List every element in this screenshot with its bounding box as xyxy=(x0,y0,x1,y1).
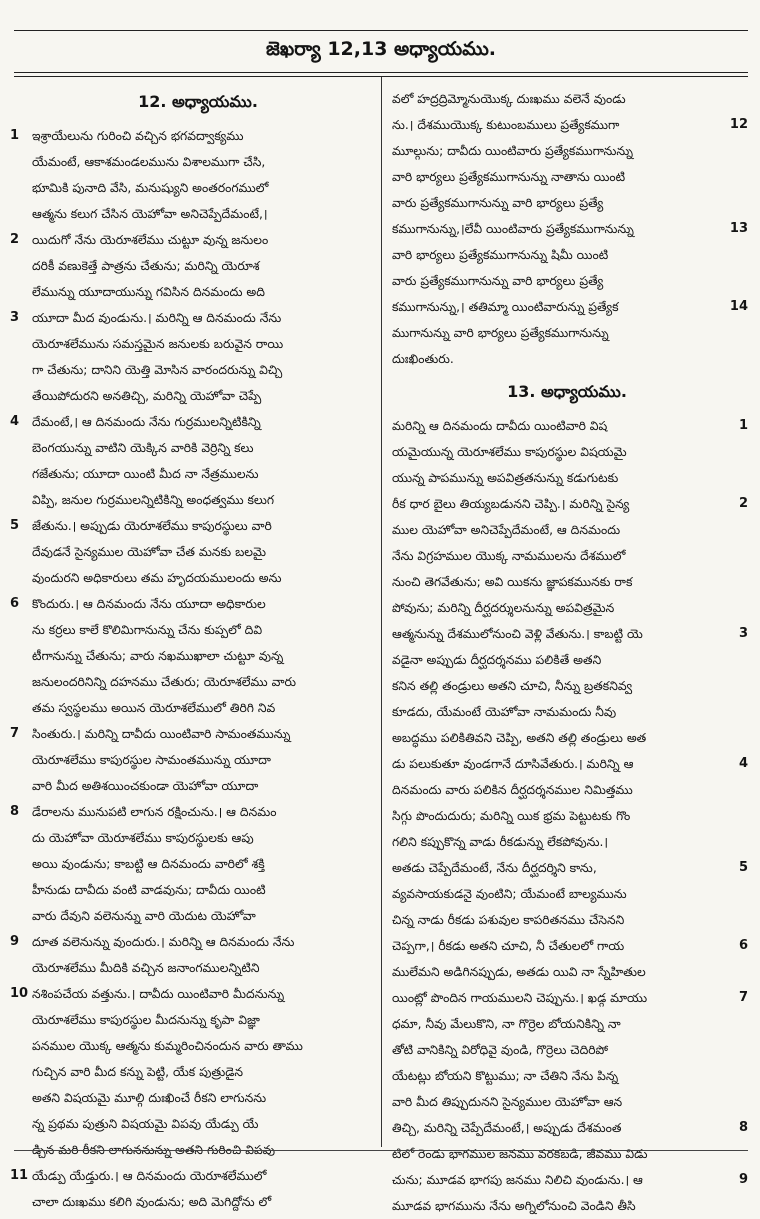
line-text: లేమున్ను యూదాయున్ను గవిసిన దినమందు అది xyxy=(32,285,265,299)
line-text: అబద్ధము పలికితివని చెప్పి, అతని తల్లి తండ్రులు అత xyxy=(392,731,647,745)
line-text: వారు ప్రత్యేకముగానున్ను వారి భార్యలు ప్రత్యే xyxy=(392,196,604,210)
line-text: నేను విగ్రహముల యొక్క నామములను దేశములో xyxy=(392,549,626,563)
text-line xyxy=(392,985,748,1011)
text-line xyxy=(22,149,374,175)
text-line xyxy=(392,1193,742,1219)
text-line xyxy=(392,346,742,372)
verse-number: 9 xyxy=(738,1172,748,1187)
verse-number: 1 xyxy=(10,128,20,143)
text-line xyxy=(22,1111,374,1137)
line-text: కూడదు, యేమంటే యెహోవా నామమందు నీవు xyxy=(392,705,617,719)
text-line xyxy=(22,279,374,305)
text-line xyxy=(392,465,742,491)
text-line xyxy=(392,1011,742,1037)
line-text: యూదా మీద వుండును.। మరిన్ని ఆ దినమందు నేను xyxy=(32,311,282,325)
line-text: పోవును; మరిన్ని దీర్ఘదర్శులనున్ను అపవిత్రమైన xyxy=(392,601,615,615)
line-text: విప్పి, జనుల గుర్రములన్నిటికిన్ని అంధత్వము కలుగ xyxy=(32,493,275,507)
text-line xyxy=(22,903,374,929)
line-text: డేరాలను మునుపటి లాగున రక్షించును.। ఆ దినమం xyxy=(32,805,277,819)
text-line xyxy=(392,803,742,829)
line-text: సింతురు.। మరిన్ని దావీదు యింటివారి సామంతమున్ను xyxy=(32,727,291,741)
line-text: యేడ్పు యేడ్తురు.। ఆ దినమందు యెరూశలేములో xyxy=(32,1169,267,1183)
line-text: మరిన్ని ఆ దినమందు దావీదు యింటివారి విష xyxy=(392,419,608,433)
text-line xyxy=(22,383,374,409)
line-text: వ్యవసాయకుడనై వుంటిని; యేమంటే బాల్యమును xyxy=(392,887,627,901)
line-text: ధమా, నీవు మేలుకొని, నా గొర్రెల బోయనికిన్ని నా xyxy=(392,1017,621,1031)
chapter-heading-12: 12. అధ్యాయము. xyxy=(138,92,258,111)
line-text: ముగానున్ను వారి భార్యలు ప్రత్యేకముగానున్ను xyxy=(392,326,609,340)
text-line xyxy=(392,1115,748,1141)
line-text: డు పలుకుతూ వుండగానే దూసివేతురు.। మరిన్ని ఆ xyxy=(392,757,634,771)
text-line xyxy=(392,294,748,320)
line-text: ఇశ్రాయేలును గురించి వచ్చిన భగవద్వాక్యము xyxy=(32,129,244,143)
line-text: కొందురు.। ఆ దినమందు నేను యూదా అధికారుల xyxy=(32,597,266,611)
text-line xyxy=(10,929,374,955)
verse-number: 3 xyxy=(10,310,20,325)
line-text: యమైయున్న యెరూశలేము కాపురస్థుల విషయమై xyxy=(392,445,627,459)
line-text: చును; మూడవ భాగపు జనము నిలిచి వుండును.। ఆ xyxy=(392,1173,643,1187)
right-column xyxy=(392,86,748,1213)
text-line xyxy=(10,1163,374,1189)
right-column-text-bottom xyxy=(392,413,748,1219)
text-line xyxy=(392,543,742,569)
text-line xyxy=(22,1085,374,1111)
text-line xyxy=(392,268,742,294)
text-line xyxy=(392,164,742,190)
verse-number: 4 xyxy=(738,756,748,771)
verse-number: 11 xyxy=(10,1168,29,1183)
text-line xyxy=(22,695,374,721)
line-text: దినమందు వారు పలికిన దీర్ఘదర్శనముల నిమిత్తము xyxy=(392,783,633,797)
line-text: యేమంటే, ఆకాశమండలమును విశాలముగా చేసి, xyxy=(32,155,266,169)
line-text: పనముల యొక్క ఆత్మను కుమ్మరించినందున వారు తాము xyxy=(32,1039,303,1053)
verse-number: 2 xyxy=(10,232,20,247)
text-line xyxy=(22,1189,374,1215)
text-line xyxy=(392,190,742,216)
line-text: ను కర్రలు కాలే కొలిమిగానున్ను చేను కుప్పలో దివి xyxy=(32,623,263,637)
line-text: వలో హద్రద్రిమ్మోనుయొక్క దుఃఖము వలెనే వుండు xyxy=(392,92,626,106)
text-line xyxy=(392,439,742,465)
verse-number: 8 xyxy=(738,1120,748,1135)
line-text: గుచ్చిన వారి మీద కన్ను పెట్టి, యేక పుత్రుడైన xyxy=(32,1065,243,1079)
text-line xyxy=(392,829,742,855)
line-text: దేమంటే,। ఆ దినమందు నేను గుర్రములన్నిటికిన్ని xyxy=(32,415,261,429)
verse-number: 2 xyxy=(738,496,748,511)
line-text: బెంగయున్ను వాటిని యెక్కిన వారికి వెర్రిన్ని కలు xyxy=(32,441,254,455)
text-line xyxy=(392,673,742,699)
text-line xyxy=(22,539,374,565)
line-text: జేతును.। అప్పుడు యెరూశలేము కాపురస్థులు వారి xyxy=(32,519,272,533)
line-text: తిచ్చి, మరిన్ని చెప్పేదేమంటే,। అప్పుడు దేశమంత xyxy=(392,1121,622,1135)
text-line xyxy=(10,591,374,617)
left-column-text xyxy=(10,123,374,1215)
left-column xyxy=(10,86,374,1209)
line-text: చాలా దుఃఖము కలిగి వుండును; అది మెగిద్దోను లో xyxy=(32,1195,272,1209)
line-text: గా చేతును; దానిని యెత్తి మోసిన వారందరున్ను విచ్చి xyxy=(32,363,283,377)
text-line xyxy=(22,1033,374,1059)
text-line xyxy=(392,1063,742,1089)
line-text: రీక ధార బైలు తియ్యబడునని చెప్పి.। మరిన్ని సైన్య xyxy=(392,497,630,511)
line-text: గలిని కప్పుకొన్న వాడు రీకడున్ను లేకపోవును.। xyxy=(392,835,609,849)
line-text: వారి మీద అతిశయించకుండా యెహోవా యూదా xyxy=(32,779,259,793)
text-line xyxy=(392,1141,742,1167)
line-text: గజేతును; యూదా యింటి మీద నా నేత్రములను xyxy=(32,467,259,481)
text-line xyxy=(392,216,748,242)
text-line xyxy=(22,487,374,513)
text-line xyxy=(392,777,742,803)
line-text: కముగానున్ను,। తతిమ్మా యింటివారున్ను ప్రత్యేక xyxy=(392,300,619,314)
line-text: వారి భార్యలు ప్రత్యేకముగానున్ను నాతాను యింటి xyxy=(392,170,626,184)
text-line xyxy=(10,799,374,825)
text-line xyxy=(392,569,742,595)
line-text: వుందురని అధికారులు తమ హృదయములందు అను xyxy=(32,571,282,585)
line-text: టిలో రెండు భాగముల జనము వరకబడి, జీవము విడు xyxy=(392,1147,648,1161)
line-text: అతడు చెప్పేదేమంటే, నేను దీర్ఘదర్శిని కాను, xyxy=(392,861,597,875)
header-bottom-rule xyxy=(14,72,748,73)
text-line xyxy=(10,513,374,539)
line-text: దు యెహోవా యెరూశలేము కాపురస్థులకు ఆపు xyxy=(32,831,254,845)
text-line xyxy=(22,773,374,799)
line-text: నుంచి తెగవేతును; అవి యికను జ్ఞాపకమునకు రాక xyxy=(392,575,633,589)
text-line xyxy=(392,595,742,621)
text-line xyxy=(392,1037,742,1063)
text-line xyxy=(392,1167,748,1193)
text-line xyxy=(392,933,748,959)
line-text: యింట్లో పొందిన గాయములని చెప్పును.। ఖడ్గ మాయు xyxy=(392,991,648,1005)
text-line xyxy=(392,491,748,517)
line-text: టీగానున్ను చేతును; వారు నఖముఖాలా చుట్టూ వున్న xyxy=(32,649,284,663)
text-line xyxy=(392,86,742,112)
text-line xyxy=(22,565,374,591)
text-line xyxy=(22,1059,374,1085)
header-top-rule xyxy=(14,30,748,31)
text-line xyxy=(10,721,374,747)
verse-number: 7 xyxy=(738,990,748,1005)
line-text: వడైనా అప్పుడు దీర్ఘదర్శనము పలికితే అతని xyxy=(392,653,602,667)
line-text: దేవుడనే సైన్యముల యెహోవా చేత మనకు బలమై xyxy=(32,545,267,559)
text-line xyxy=(22,435,374,461)
line-text: దూత వలెనున్ను వుందురు.। మరిన్ని ఆ దినమందు నేను xyxy=(32,935,295,949)
verse-number: 5 xyxy=(10,518,20,533)
column-divider xyxy=(381,77,382,1147)
line-text: భూమికి పునాది వేసి, మనుష్యుని అంతరంగములో xyxy=(32,181,269,195)
line-text: తమ స్వస్థలము అయిన యెరూశలేములో తిరిగి నివ xyxy=(32,701,276,715)
line-text: మూల్గును; దావీదు యింటివారు ప్రత్యేకముగానున్ను xyxy=(392,144,634,158)
text-line xyxy=(392,751,748,777)
text-line xyxy=(22,669,374,695)
line-text: అతని విషయమై మూల్గి దుఃఖించే రీకని లాగునను xyxy=(32,1091,267,1105)
line-text: యెరూశలేమును సమస్తమైన జనులకు బరువైన రాయి xyxy=(32,337,284,351)
verse-number: 7 xyxy=(10,726,20,741)
line-text: ఆత్మనున్ను దేశములోనుంచి వెళ్లి వేతును.। కాబట్టి యె xyxy=(392,627,643,641)
verse-number: 1 xyxy=(738,418,748,433)
text-line xyxy=(10,227,374,253)
line-text: చెప్పగా,। రీకడు అతని చూచి, నీ చేతులలో గాయ xyxy=(392,939,625,953)
text-line xyxy=(10,305,374,331)
verse-number: 4 xyxy=(10,414,20,429)
line-text: ములేమని అడిగినప్పుడు, అతడు యివి నా స్నేహితుల xyxy=(392,965,646,979)
line-text: యెరూశలేము కాపురస్థుల సామంతమున్ను యూదా xyxy=(32,753,271,767)
text-line xyxy=(22,331,374,357)
line-text: హీనుడు దావీదు వంటి వాడవును; దావీదు యింటి xyxy=(32,883,266,897)
line-text: ఆత్మను కలుగ చేసిన యెహోవా అనిచెప్పేదేమంటే,। xyxy=(32,207,268,221)
text-line xyxy=(392,320,742,346)
text-line xyxy=(392,1089,742,1115)
text-line xyxy=(392,413,748,439)
line-text: తోటి వానికిన్ని విరోధివై వుండి, గొర్రెలు చెదిరిపో xyxy=(392,1043,609,1057)
page-bottom-rule xyxy=(14,1150,748,1151)
line-text: మూడవ భాగమును నేను అగ్నిలోనుంచి వెండిని తీసి xyxy=(392,1199,636,1213)
text-line xyxy=(22,877,374,903)
line-text: ముల యెహోవా అనిచెప్పేదేమంటే, ఆ దినమందు xyxy=(392,523,621,537)
text-line xyxy=(22,955,374,981)
chapter-heading-13: 13. అధ్యాయము. xyxy=(507,382,627,401)
line-text: కనిన తల్లి తండ్రులు అతని చూచి, నీన్ను బ్రతకనివ్వ xyxy=(392,679,633,693)
line-text: న్న ప్రథమ పుత్రుని విషయమై విపవు యేడ్పు యే xyxy=(32,1117,259,1131)
text-line xyxy=(10,123,374,149)
text-line xyxy=(22,357,374,383)
line-text: కముగానున్ను,।లేవీ యింటివారు ప్రత్యేకముగానున్ను xyxy=(392,222,634,236)
text-line xyxy=(392,855,748,881)
text-line xyxy=(22,747,374,773)
line-text: జనులందరినిన్ని దహనము చేతురు; యెరూశలేము వారు xyxy=(32,675,297,689)
text-line xyxy=(392,517,742,543)
line-text: వారి భార్యలు ప్రత్యేకముగానున్ను షిమీ యింటి xyxy=(392,248,609,262)
right-column-text-top xyxy=(392,86,748,372)
text-line xyxy=(22,253,374,279)
line-text: తేయిపోదురని అనతిచ్చి, మరిన్ని యెహోవా చెప్పే xyxy=(32,389,262,403)
line-text: వారి మీద తిప్పుదునని సైన్యముల యెహోవా ఆన xyxy=(392,1095,623,1109)
verse-number: 3 xyxy=(738,626,748,641)
text-line xyxy=(22,617,374,643)
verse-number: 13 xyxy=(729,221,748,236)
text-line xyxy=(392,242,742,268)
line-text: దుఃఖింతురు. xyxy=(392,352,454,366)
text-line xyxy=(10,409,374,435)
verse-number: 10 xyxy=(10,986,29,1001)
text-line xyxy=(392,907,742,933)
text-line xyxy=(22,825,374,851)
line-text: యున్న పాపమున్ను అపవిత్రతనున్ను కడుగుటకు xyxy=(392,471,619,485)
text-line xyxy=(22,461,374,487)
line-text: వారు దేవుని వలెనున్ను వారి యెదుట యెహోవా xyxy=(32,909,256,923)
line-text: వారు ప్రత్యేకముగానున్ను వారి భార్యలు ప్రత్యే xyxy=(392,274,604,288)
running-title: జెఖర్యా 12,13 అధ్యాయము. xyxy=(265,38,497,60)
line-text: యెరూశలేము కాపురస్థుల మీదనున్ను కృపా విజ్ఞా xyxy=(32,1013,260,1027)
line-text: చిన్న నాడు రీకడు పశువుల కాపరితనము చేసెనని xyxy=(392,913,625,927)
text-line xyxy=(392,959,742,985)
line-text: ను.। దేశముయొక్క కుటుంబములు ప్రత్యేకముగా xyxy=(392,118,620,132)
verse-number: 14 xyxy=(729,299,748,314)
line-text: దరికీ వణుకెత్తే పాత్రను చేతును; మరిన్ని యెరూశ xyxy=(32,259,260,273)
text-line xyxy=(392,621,748,647)
line-text: యెరూశలేము మీదికి వచ్చిన జనాంగములన్నిటిని xyxy=(32,961,260,975)
line-text: డ్చిన మరి రీకని లాగుననున్ను అతని గురించి విపవు xyxy=(32,1143,275,1157)
text-line xyxy=(10,981,374,1007)
text-line xyxy=(22,1007,374,1033)
text-line xyxy=(22,201,374,227)
text-line xyxy=(392,699,742,725)
verse-number: 6 xyxy=(10,596,20,611)
verse-number: 12 xyxy=(729,117,748,132)
line-text: సిగ్గు పొందుదురు; మరిన్ని యిక భ్రమ పెట్టుటకు గొం xyxy=(392,809,631,823)
line-text: యిదుగో నేను యెరూశలేము చుట్టూ వున్న జనులం xyxy=(32,233,269,247)
line-text: నశింపచేయ వత్తును.। దావీదు యింటివారి మీదనున్ను xyxy=(32,987,285,1001)
text-line xyxy=(22,643,374,669)
line-text: అయి వుండును; కాబట్టి ఆ దినమందు వారిలో శక్తి xyxy=(32,857,265,871)
line-text: యేటట్లు బోయని కొట్టుము; నా చేతిని నేను పిన్న xyxy=(392,1069,619,1083)
verse-number: 9 xyxy=(10,934,20,949)
text-line xyxy=(392,112,748,138)
verse-number: 8 xyxy=(10,804,20,819)
text-line xyxy=(22,851,374,877)
text-line xyxy=(392,647,742,673)
text-line xyxy=(392,881,742,907)
text-line xyxy=(22,175,374,201)
text-line xyxy=(392,725,742,751)
verse-number: 5 xyxy=(738,860,748,875)
text-line xyxy=(392,138,742,164)
verse-number: 6 xyxy=(738,938,748,953)
